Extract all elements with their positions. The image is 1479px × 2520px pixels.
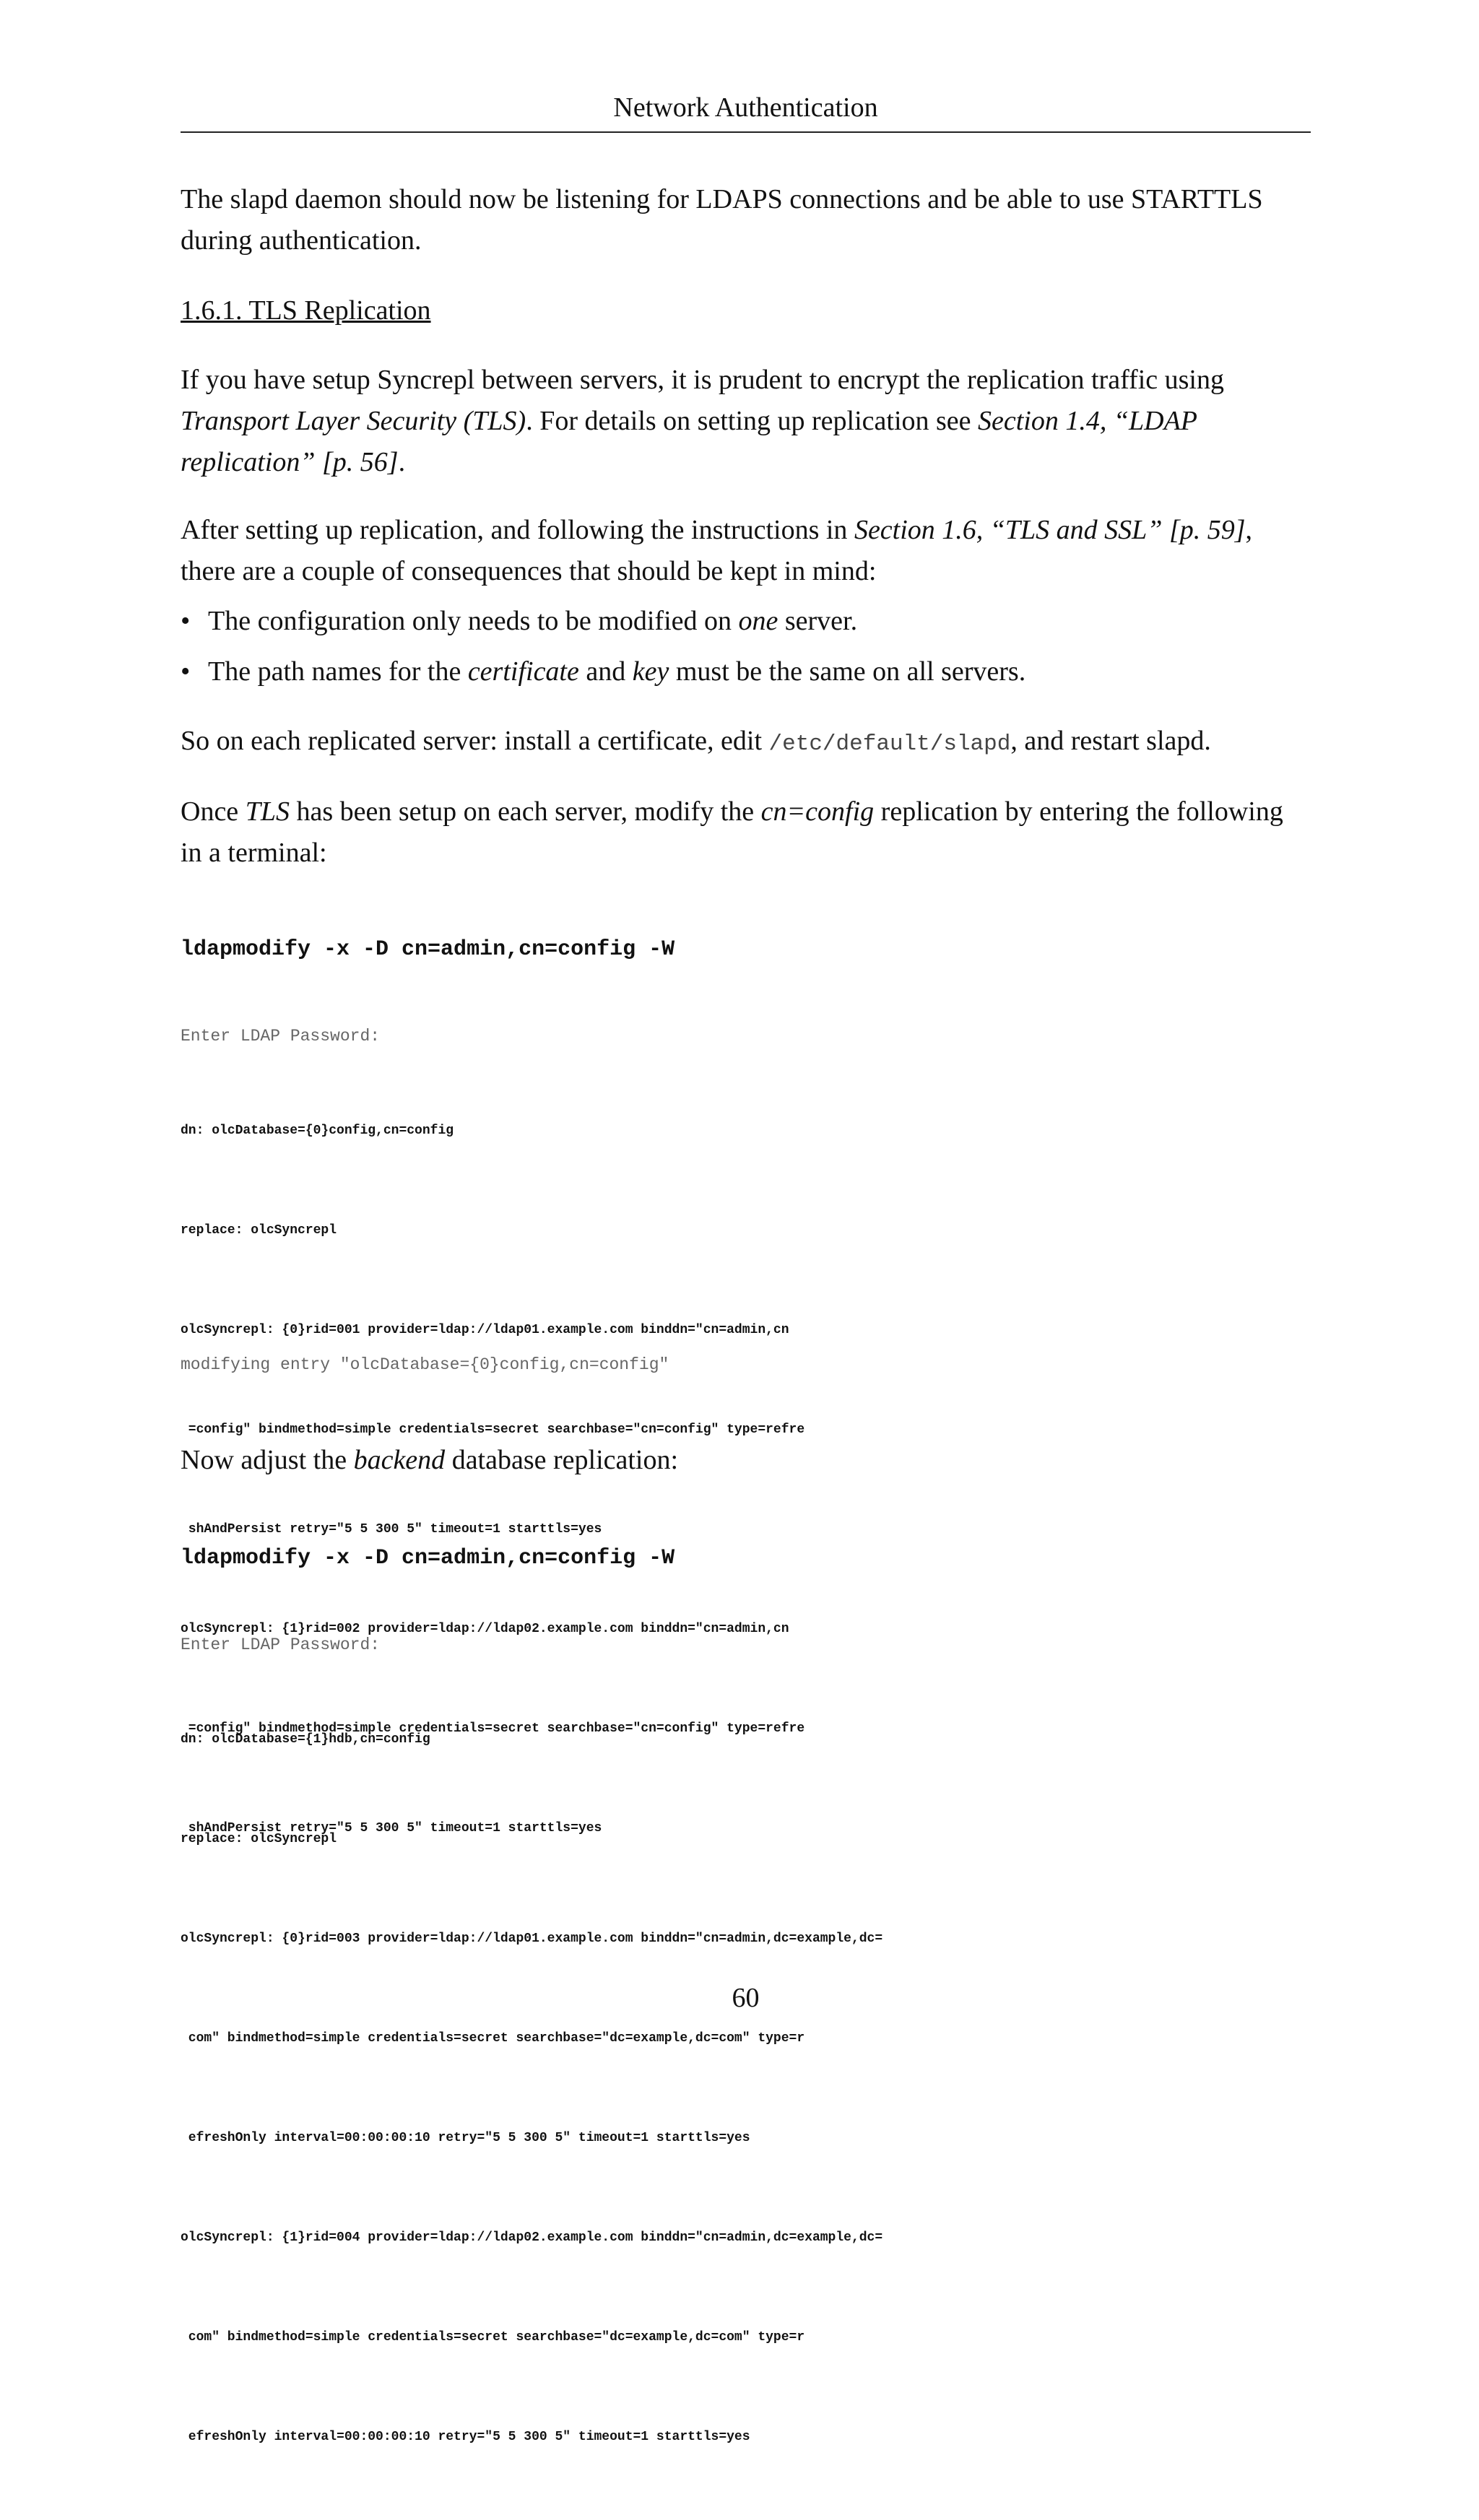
output-line: replace: olcSyncrepl — [181, 1223, 337, 1238]
page-number: 60 — [732, 1983, 760, 2013]
output-line: com" bindmethod=simple credentials=secret searchbase="dc=example,dc=com" type=r — [181, 2330, 805, 2345]
output-line: olcSyncrepl: {1}rid=002 provider=ldap://ldap02.example.com binddn="cn=admin,cn — [181, 1622, 789, 1636]
bullet-icon: • — [181, 656, 191, 687]
terminal-command: ldapmodify -x -D cn=admin,cn=config -W — [181, 937, 675, 962]
intro-paragraph: The slapd daemon should now be listening for LDAPS connections and be able to use STARTTLS during authentication. — [181, 184, 1263, 256]
bullet-icon: • — [181, 606, 191, 636]
output-line: dn: olcDatabase={1}hdb,cn=config — [181, 1732, 430, 1747]
output-line: olcSyncrepl: {0}rid=003 provider=ldap://ldap01.example.com binddn="cn=admin,dc=example,dc= — [181, 1932, 883, 1946]
link-section-1-6[interactable]: Section 1.6, “TLS and SSL” [p. 59] — [854, 515, 1246, 545]
file-path: /etc/default/slapd — [768, 731, 1011, 757]
terminal-output — [181, 1656, 882, 2520]
paragraph-syncrepl: If you have setup Syncrepl between servers, it is prudent to encrypt the replication traffic using Transport Layer Security (TLS). For details on setting up replication see Section 1.4, “LDAP replication” [p. 56]. — [181, 365, 1224, 477]
paragraph-after-setup: After setting up replication, and following the instructions in Section 1.6, “TLS and SSL” [p. 59], there are a couple of consequences that should be kept in mind: — [181, 515, 1253, 586]
paragraph-backend: Now adjust the backend database replication: — [181, 1445, 679, 1475]
paragraph-replicated-server: So on each replicated server: install a certificate, edit /etc/default/slapd, and restart slapd. — [181, 726, 1211, 757]
output-line: shAndPersist retry="5 5 300 5" timeout=1 starttls=yes — [181, 1821, 602, 1835]
section-title: 1.6.1. TLS Replication — [181, 295, 431, 326]
output-line: replace: olcSyncrepl — [181, 1832, 337, 1846]
terminal-prompt: Enter LDAP Password: — [181, 1635, 381, 1654]
output-line: dn: olcDatabase={0}config,cn=config — [181, 1124, 454, 1138]
bullet-item: • The configuration only needs to be modified on one server. — [181, 601, 857, 642]
output-line: efreshOnly interval=00:00:00:10 retry="5 5 300 5" timeout=1 starttls=yes — [181, 2131, 750, 2145]
output-line: shAndPersist retry="5 5 300 5" timeout=1 starttls=yes — [181, 1522, 602, 1537]
output-line: olcSyncrepl: {1}rid=004 provider=ldap://ldap02.example.com binddn="cn=admin,dc=example,dc= — [181, 2230, 883, 2245]
document-page — [181, 0, 1311, 2444]
output-line: =config" bindmethod=simple credentials=secret searchbase="cn=config" type=refre — [181, 1422, 805, 1437]
bullet-item: • The path names for the certificate and key must be the same on all servers. — [181, 651, 1025, 692]
terminal-result: modifying entry "olcDatabase={0}config,cn=config" — [181, 1355, 669, 1374]
terminal-prompt: Enter LDAP Password: — [181, 1027, 381, 1046]
link-section-1-4[interactable]: Section 1.4, “LDAP replication” [p. 56] — [181, 406, 1197, 477]
paragraph-once-tls: Once TLS has been setup on each server, modify the cn=config replication by entering the following in a terminal: — [181, 796, 1283, 868]
output-line: efreshOnly interval=00:00:00:10 retry="5 5 300 5" timeout=1 starttls=yes — [181, 2430, 750, 2444]
running-header: Network Authentication — [181, 88, 1311, 133]
output-line: olcSyncrepl: {0}rid=001 provider=ldap://ldap01.example.com binddn="cn=admin,cn — [181, 1323, 789, 1337]
output-line: =config" bindmethod=simple credentials=secret searchbase="cn=config" type=refre — [181, 1721, 805, 1736]
output-line: com" bindmethod=simple credentials=secret searchbase="dc=example,dc=com" type=r — [181, 2031, 805, 2046]
terminal-command: ldapmodify -x -D cn=admin,cn=config -W — [181, 1546, 675, 1570]
